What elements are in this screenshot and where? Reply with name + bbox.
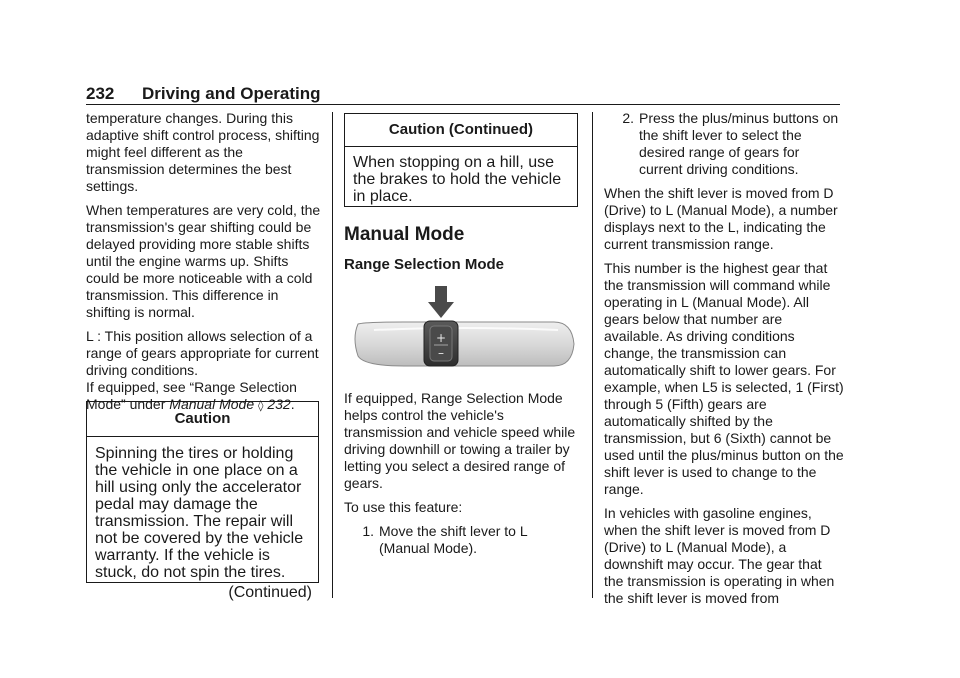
paragraph: In vehicles with gasoline engines, when the shift lever is moved from D (Drive) to L (Manual Mode), a downshift may occur. The gear that the transmission is operating in when the shift lever is moved from (604, 505, 835, 606)
subsection-heading: Range Selection Mode (344, 256, 505, 273)
step-text: Press the plus/minus buttons on the shift lever to select the desired range of gears for current driving conditions. (639, 110, 839, 177)
caution-box (86, 401, 319, 601)
paragraph: When the shift lever is moved from D (Drive) to L (Manual Mode), a number displays next to the L, indicating the current transmission range. (604, 185, 838, 252)
caution-text: When stopping on a hill, use the brakes to hold the vehicle in place. (353, 154, 562, 205)
cross-reference-link[interactable]: Manual Mode (169, 396, 255, 412)
page-title: Driving and Operating (142, 84, 321, 103)
section-heading: Manual Mode (344, 224, 465, 245)
term-label: L : (86, 328, 102, 344)
shift-lever-illustration (344, 286, 580, 381)
paragraph: When temperatures are very cold, the transmission's gear shifting could be delayed providing more stable shifts until the engine warms up. Shifts could be more noticeable with a cold transmission. This difference in shifting is normal. (86, 202, 321, 320)
list-item (604, 110, 844, 178)
shift-lever-icon (344, 286, 580, 381)
cross-reference-icon: ◊ (258, 399, 264, 412)
arrow-down-icon (428, 286, 454, 318)
plus-label: + (435, 331, 447, 345)
paragraph: This number is the highest gear that the transmission will command while operating in L (Manual Mode). All gears below that number are available. As driving conditions change, the transmission can automatically shift to lower gears. For example, when L5 is selected, 1 (First) through 5 (Fifth) gears are automatically shifted by the transmission, but 6 (Sixth) cannot be used until the plus/minus button on the shift lever is used to change to the range. (604, 260, 844, 497)
caution-box-continued (344, 113, 578, 207)
paragraph: temperature changes. During this adaptive shift control process, shifting might feel different as the transmission determines the best settings. (86, 110, 320, 194)
cross-reference-page[interactable]: 232 (267, 396, 291, 412)
term-text: This position allows selection of a range of gears appropriate for current driving conditions. (86, 328, 319, 378)
caution-text: Spinning the tires or holding the vehicle in one place on a hill using only the accelerator pedal may damage the transmission. The repair will not be covered by the vehicle warranty. If the vehicle is stuck, do not spin the tires. (95, 445, 304, 581)
paragraph-l-position: L : This position allows selection of a range of gears appropriate for current driving conditions. If equipped, see “Range Selection Mode” under Manual Mode ◊ 232. (86, 328, 319, 412)
column-2-text (344, 390, 580, 557)
column-1 (86, 110, 322, 414)
list-item (344, 523, 580, 557)
column-divider (332, 112, 333, 598)
page-number: 232 (86, 84, 115, 103)
caution-title: Caution (Continued) (388, 121, 534, 138)
paragraph: If equipped, Range Selection Mode helps control the vehicle's transmission and vehicle speed while driving downhill or towing a trailer by letting you select a desired range of gears. (344, 390, 576, 491)
caution-title: Caution (174, 410, 231, 427)
column-divider (592, 112, 593, 598)
step-number: 2. (622, 110, 634, 126)
step-text: Move the shift lever to L (Manual Mode). (379, 523, 528, 556)
column-3 (604, 110, 844, 614)
step-number: 1. (362, 523, 374, 539)
caution-continued: (Continued) (228, 584, 312, 601)
paragraph: To use this feature: (344, 499, 463, 515)
see-text: If equipped, see “Range Selection Mode” under (86, 379, 297, 412)
header-rule (86, 104, 840, 105)
minus-label: – (438, 346, 444, 360)
